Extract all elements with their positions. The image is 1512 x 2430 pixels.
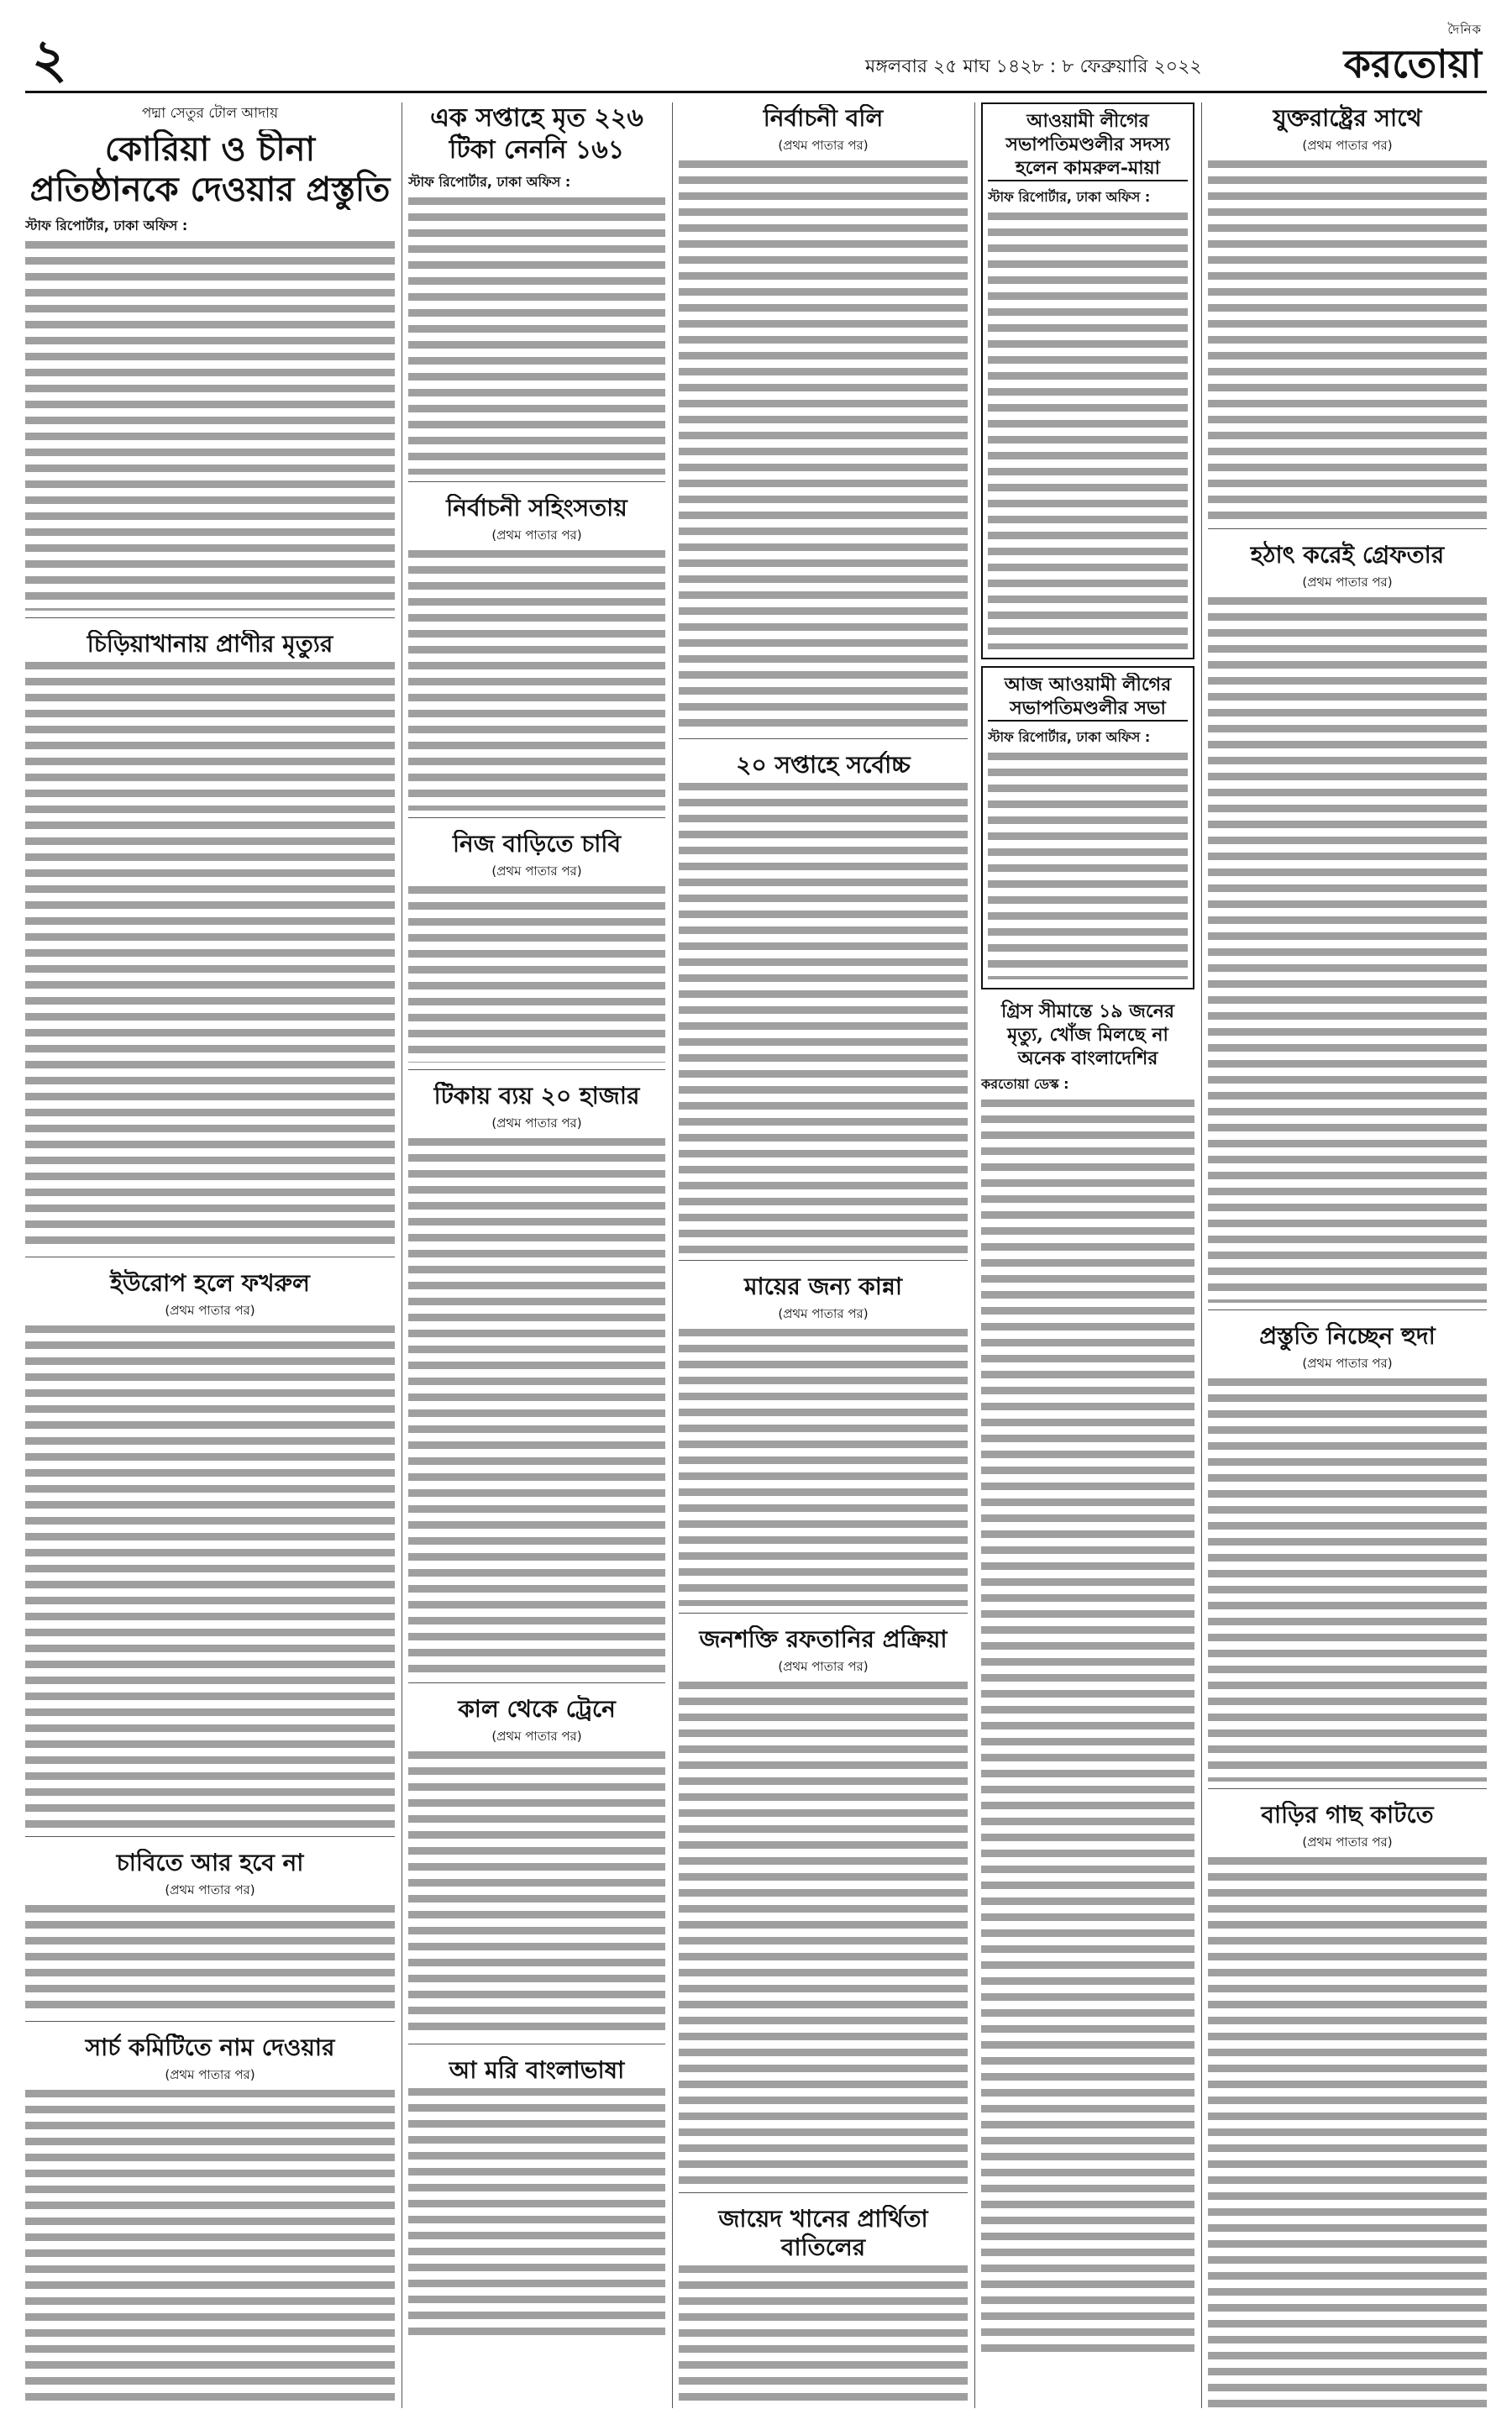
deaths-body-text bbox=[408, 197, 665, 475]
column-1 bbox=[25, 102, 395, 2408]
search-headline: সার্চ কমিটিতে নাম দেওয়ার bbox=[85, 2034, 335, 2061]
awami2-byline: স্টাফ রিপোর্টার, ঢাকা অফিস : bbox=[988, 729, 1151, 745]
election-continued: (প্রথম পাতার পর) bbox=[778, 138, 869, 153]
arrest-continued: (প্রথম পাতার পর) bbox=[1302, 575, 1393, 590]
train-body-text bbox=[408, 1751, 665, 2037]
huda-body-text bbox=[1208, 1378, 1487, 1782]
korea-kicker: পদ্মা সেতুর টোল আদায় bbox=[141, 105, 279, 122]
awami1-box bbox=[981, 102, 1194, 659]
awami2-box bbox=[981, 666, 1194, 989]
column-3 bbox=[679, 102, 968, 2408]
story-divider bbox=[679, 738, 968, 739]
awami2-headline: আজ আওয়ামী লীগের সভাপতিমণ্ডলীর সভা bbox=[988, 673, 1188, 722]
usa-continued: (প্রথম পাতার পর) bbox=[1302, 138, 1393, 153]
search-body-text bbox=[25, 2090, 395, 2408]
usa-headline: যুক্তরাষ্ট্রের সাথে bbox=[1273, 104, 1422, 132]
europe-body-text bbox=[25, 1325, 395, 1829]
language-headline: আ মরি বাংলাভাষা bbox=[449, 2056, 625, 2084]
awami2-body-text bbox=[988, 753, 1188, 979]
language-body-text bbox=[408, 2088, 665, 2340]
story-divider bbox=[408, 481, 665, 482]
story-divider bbox=[408, 1682, 665, 1683]
europe-headline: ইউরোপ হলে ফখরুল bbox=[110, 1269, 310, 1297]
story-divider bbox=[1208, 1309, 1487, 1310]
column-rule bbox=[672, 102, 673, 2408]
deaths-byline: স্টাফ রিপোর্টার, ঢাকা অফিস : bbox=[408, 174, 571, 190]
column-2 bbox=[408, 102, 665, 2408]
zoo-headline: চিড়িয়াখানায় প্রাণীর মৃত্যুর bbox=[87, 630, 333, 658]
election-headline: নির্বাচনী বলি bbox=[763, 104, 884, 132]
demand2-body-text bbox=[408, 886, 665, 1063]
demand-body-text bbox=[25, 1905, 395, 2014]
vaccine-headline: টিকায় ব্যয় ২০ হাজার bbox=[433, 1082, 640, 1110]
violence-continued: (প্রথম পাতার পর) bbox=[491, 527, 582, 543]
train-continued: (প্রথম পাতার পর) bbox=[491, 1729, 582, 1744]
europe-continued: (প্রথম পাতার পর) bbox=[165, 1303, 255, 1318]
deaths-headline: এক সপ্তাহে মৃত ২২৬ টিকা নেননি ১৬১ bbox=[430, 103, 643, 165]
logo-prefix: দৈনিক bbox=[1447, 22, 1482, 37]
vaccine-continued: (প্রথম পাতার পর) bbox=[491, 1115, 582, 1131]
story-divider bbox=[408, 1069, 665, 1070]
trees-headline: বাড়ির গাছ কাটতে bbox=[1261, 1801, 1434, 1829]
train-headline: কাল থেকে ট্রেনে bbox=[458, 1695, 616, 1723]
arrest-headline: হঠাৎ করেই গ্রেফতার bbox=[1250, 541, 1445, 569]
page-header bbox=[25, 15, 1487, 93]
logo-name: করতোয়া bbox=[1343, 41, 1482, 87]
column-rule bbox=[974, 102, 975, 2408]
column-5 bbox=[1208, 102, 1487, 2408]
weeks-headline: ২০ সপ্তাহে সর্বোচ্চ bbox=[736, 751, 911, 779]
zayed-body-text bbox=[679, 2265, 968, 2408]
demand2-headline: নিজ বাড়িতে চাবি bbox=[452, 830, 622, 858]
election-body-text bbox=[679, 160, 968, 732]
column-4 bbox=[981, 102, 1194, 2408]
demand2-continued: (প্রথম পাতার পর) bbox=[491, 863, 582, 879]
korea-body-text bbox=[25, 241, 395, 611]
greece-headline: গ্রিস সীমান্তে ১৯ জনের মৃত্যু, খোঁজ মিলছে না অনেক বাংলাদেশির bbox=[1000, 1000, 1174, 1069]
story-divider bbox=[25, 2021, 395, 2022]
janashakti-body-text bbox=[679, 1682, 968, 2186]
trees-body-text bbox=[1208, 1857, 1487, 2408]
awami1-byline: স্টাফ রিপোর্টার, ঢাকা অফিস : bbox=[988, 189, 1151, 205]
zoo-body-text bbox=[25, 662, 395, 1250]
usa-body-text bbox=[1208, 160, 1487, 522]
story-divider bbox=[25, 1836, 395, 1837]
huda-headline: প্রস্তুতি নিচ্ছেন হুদা bbox=[1259, 1322, 1436, 1350]
demand-continued: (প্রথম পাতার পর) bbox=[165, 1882, 255, 1897]
story-divider bbox=[1208, 1788, 1487, 1789]
story-divider bbox=[679, 1260, 968, 1261]
janashakti-continued: (প্রথম পাতার পর) bbox=[778, 1659, 869, 1674]
huda-continued: (প্রথম পাতার পর) bbox=[1302, 1356, 1393, 1371]
greece-body-text bbox=[981, 1100, 1194, 2359]
korea-byline: স্টাফ রিপোর্টার, ঢাকা অফিস : bbox=[25, 218, 188, 234]
story-divider bbox=[408, 817, 665, 818]
page-number: ২ bbox=[32, 28, 67, 91]
story-divider bbox=[679, 1613, 968, 1614]
mother-continued: (প্রথম পাতার পর) bbox=[778, 1306, 869, 1321]
greece-byline: করতোয়া ডেস্ক : bbox=[981, 1076, 1069, 1092]
violence-headline: নির্বাচনী সহিংসতায় bbox=[446, 494, 627, 522]
mother-body-text bbox=[679, 1329, 968, 1606]
mother-headline: মায়ের জন্য কান্না bbox=[743, 1273, 902, 1300]
demand-headline: চাবিতে আর হবে না bbox=[116, 1849, 304, 1876]
weeks-body-text bbox=[679, 783, 968, 1253]
awami1-headline: আওয়ামী লীগের সভাপতিমণ্ডলীর সদস্য হলেন কামরুল-মায়া bbox=[988, 109, 1188, 181]
issue-date: মঙ্গলবার ২৫ মাঘ ১৪২৮ : ৮ ফেব্রুয়ারি ২০২২ bbox=[865, 56, 1202, 77]
zayed-headline: জায়েদ খানের প্রার্থিতা বাতিলের bbox=[718, 2205, 928, 2261]
column-rule bbox=[1201, 102, 1202, 2408]
awami1-body-text bbox=[988, 213, 1188, 649]
masthead-logo bbox=[1314, 20, 1482, 86]
vaccine-body-text bbox=[408, 1138, 665, 1676]
arrest-body-text bbox=[1208, 597, 1487, 1303]
search-continued: (প্রথম পাতার পর) bbox=[165, 2067, 255, 2082]
story-divider bbox=[679, 2192, 968, 2193]
korea-headline: কোরিয়া ও চীনা প্রতিষ্ঠানকে দেওয়ার প্রস্তুতি bbox=[29, 129, 391, 209]
story-divider bbox=[25, 617, 395, 618]
violence-body-text bbox=[408, 550, 665, 811]
story-divider bbox=[1208, 528, 1487, 529]
trees-continued: (প্রথম পাতার পর) bbox=[1302, 1834, 1393, 1850]
janashakti-headline: জনশক্তি রফতানির প্রক্রিয়া bbox=[699, 1625, 948, 1653]
